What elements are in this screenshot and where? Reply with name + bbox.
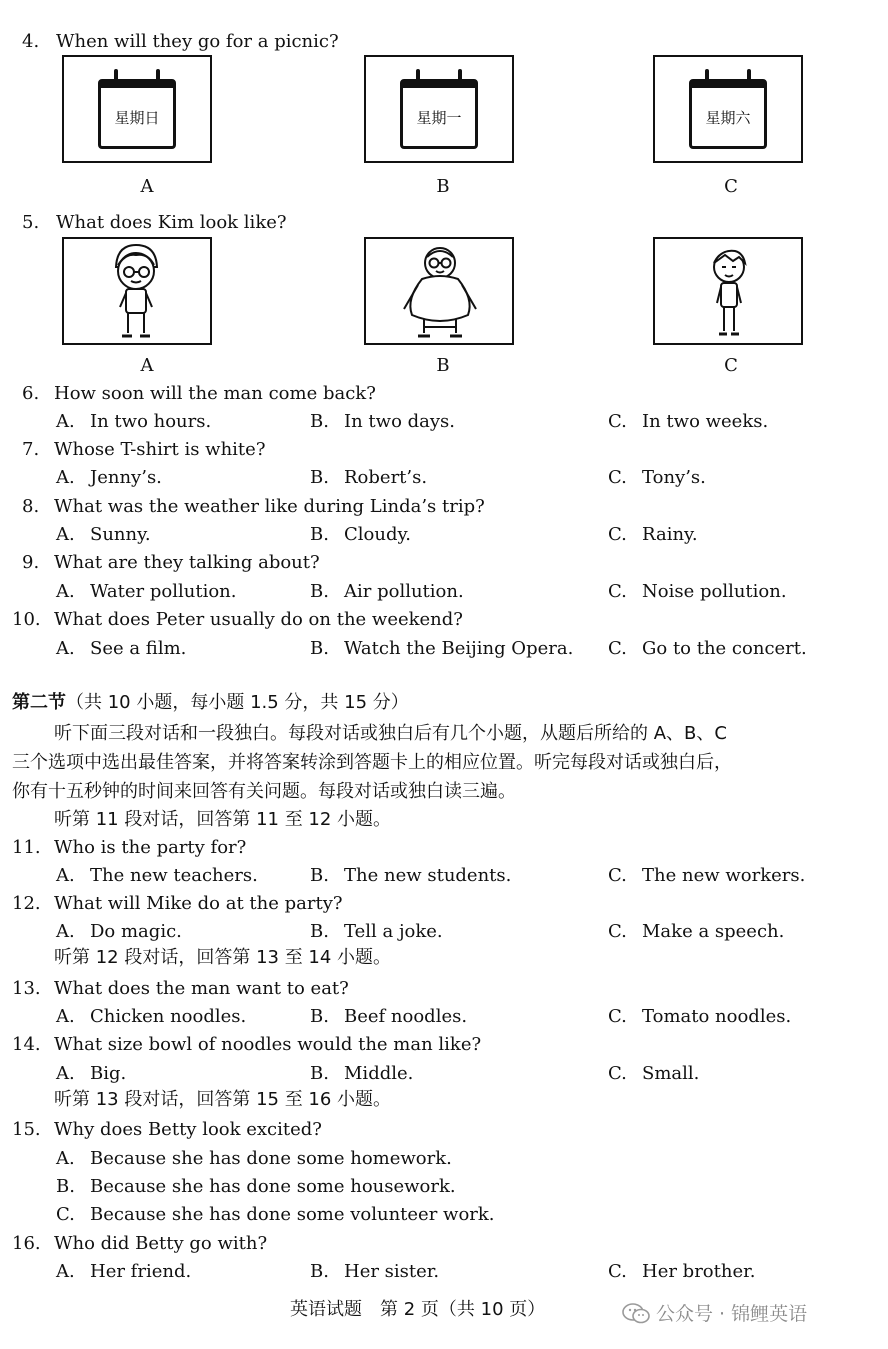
option-a[interactable]: A. Water pollution. <box>56 581 237 602</box>
option-b[interactable]: B. Beef noodles. <box>310 1006 468 1027</box>
question-text: What size bowl of noodles would the man like? <box>54 1034 482 1055</box>
option-c[interactable]: C. Go to the concert. <box>608 638 807 659</box>
option-b[interactable]: B. In two days. <box>310 411 456 432</box>
picture-option-c[interactable] <box>653 55 803 163</box>
question-text: Who did Betty go with? <box>54 1233 268 1254</box>
calendar-icon: 星期六 <box>689 79 767 149</box>
question-text: What are they talking about? <box>54 552 320 573</box>
section-heading: 第二节（共 10 小题，每小题 1.5 分，共 15 分） <box>12 692 409 713</box>
option-c[interactable]: C. Noise pollution. <box>608 581 787 602</box>
picture-option-b[interactable] <box>364 55 514 163</box>
question-text: What does Peter usually do on the weekend? <box>54 609 463 630</box>
heavy-boy-with-glasses-icon <box>366 239 512 343</box>
option-c[interactable]: C. The new workers. <box>608 865 806 886</box>
question-text: What will Mike do at the party? <box>54 893 343 914</box>
picture-option-a[interactable] <box>62 237 212 345</box>
option-a[interactable]: A. Because she has done some homework. <box>56 1148 452 1169</box>
question-text: How soon will the man come back? <box>54 383 376 404</box>
option-a[interactable]: A. Chicken noodles. <box>56 1006 247 1027</box>
picture-option-a[interactable] <box>62 55 212 163</box>
question-text: What does Kim look like? <box>56 212 287 233</box>
question-number: 11. <box>12 837 41 858</box>
option-label: A <box>140 355 154 376</box>
question-text: When will they go for a picnic? <box>56 31 339 52</box>
option-c[interactable]: C. Her brother. <box>608 1261 756 1282</box>
sub-instruction: 听第 12 段对话，回答第 13 至 14 小题。 <box>54 947 392 968</box>
question-number: 12. <box>12 893 41 914</box>
option-a[interactable]: A. Sunny. <box>56 524 151 545</box>
option-a[interactable]: A. Do magic. <box>56 921 182 942</box>
option-b[interactable]: B. Her sister. <box>310 1261 440 1282</box>
question-number: 13. <box>12 978 41 999</box>
page-footer: 英语试题 第 2 页（共 10 页） <box>290 1299 546 1320</box>
option-b[interactable]: B. Air pollution. <box>310 581 464 602</box>
option-a[interactable]: A. Big. <box>56 1063 127 1084</box>
option-a[interactable]: A. Jenny’s. <box>56 467 162 488</box>
option-label: C <box>724 355 738 376</box>
option-c[interactable]: C. Tony’s. <box>608 467 706 488</box>
question-text: What was the weather like during Linda’s trip? <box>54 496 485 517</box>
question-number: 10. <box>12 609 41 630</box>
sub-instruction: 听第 13 段对话，回答第 15 至 16 小题。 <box>54 1089 392 1110</box>
option-b[interactable]: B. Cloudy. <box>310 524 411 545</box>
option-label: A <box>140 176 154 197</box>
option-b[interactable]: B. Because she has done some housework. <box>56 1176 456 1197</box>
question-text: Whose T-shirt is white? <box>54 439 266 460</box>
question-number: 15. <box>12 1119 41 1140</box>
option-label: B <box>436 355 450 376</box>
option-b[interactable]: B. Tell a joke. <box>310 921 443 942</box>
question-number: 4. <box>22 31 40 52</box>
calendar-icon: 星期一 <box>400 79 478 149</box>
option-c[interactable]: C. Because she has done some volunteer work. <box>56 1204 495 1225</box>
question-number: 8. <box>22 496 40 517</box>
question-number: 5. <box>22 212 40 233</box>
option-b[interactable]: B. The new students. <box>310 865 512 886</box>
wechat-icon <box>622 1302 650 1324</box>
option-a[interactable]: A. Her friend. <box>56 1261 192 1282</box>
option-c[interactable]: C. Rainy. <box>608 524 698 545</box>
thin-boy-icon <box>655 239 801 343</box>
question-number: 14. <box>12 1034 41 1055</box>
question-text: What does the man want to eat? <box>54 978 349 999</box>
watermark: 公众号 · 锦鲤英语 <box>622 1299 807 1326</box>
option-label: B <box>436 176 450 197</box>
option-c[interactable]: C. Make a speech. <box>608 921 785 942</box>
picture-option-c[interactable] <box>653 237 803 345</box>
option-b[interactable]: B. Watch the Beijing Opera. <box>310 638 574 659</box>
instruction-line: 你有十五秒钟的时间来回答有关问题。每段对话或独白读三遍。 <box>12 781 516 802</box>
option-c[interactable]: C. Small. <box>608 1063 700 1084</box>
question-number: 16. <box>12 1233 41 1254</box>
option-a[interactable]: A. The new teachers. <box>56 865 258 886</box>
calendar-icon: 星期日 <box>98 79 176 149</box>
question-text: Why does Betty look excited? <box>54 1119 322 1140</box>
picture-option-b[interactable] <box>364 237 514 345</box>
option-a[interactable]: A. See a film. <box>56 638 187 659</box>
option-b[interactable]: B. Middle. <box>310 1063 414 1084</box>
option-c[interactable]: C. In two weeks. <box>608 411 769 432</box>
option-label: C <box>724 176 738 197</box>
question-number: 9. <box>22 552 40 573</box>
instruction-line: 听下面三段对话和一段独白。每段对话或独白后有几个小题，从题后所给的 A、B、C <box>54 723 727 744</box>
instruction-line: 三个选项中选出最佳答案，并将答案转涂到答题卡上的相应位置。听完每段对话或独白后， <box>12 752 732 773</box>
question-number: 6. <box>22 383 40 404</box>
option-b[interactable]: B. Robert’s. <box>310 467 428 488</box>
question-number: 7. <box>22 439 40 460</box>
question-text: Who is the party for? <box>54 837 247 858</box>
option-a[interactable]: A. In two hours. <box>56 411 212 432</box>
option-c[interactable]: C. Tomato noodles. <box>608 1006 792 1027</box>
boy-with-glasses-icon <box>64 239 210 343</box>
sub-instruction: 听第 11 段对话，回答第 11 至 12 小题。 <box>54 809 392 830</box>
